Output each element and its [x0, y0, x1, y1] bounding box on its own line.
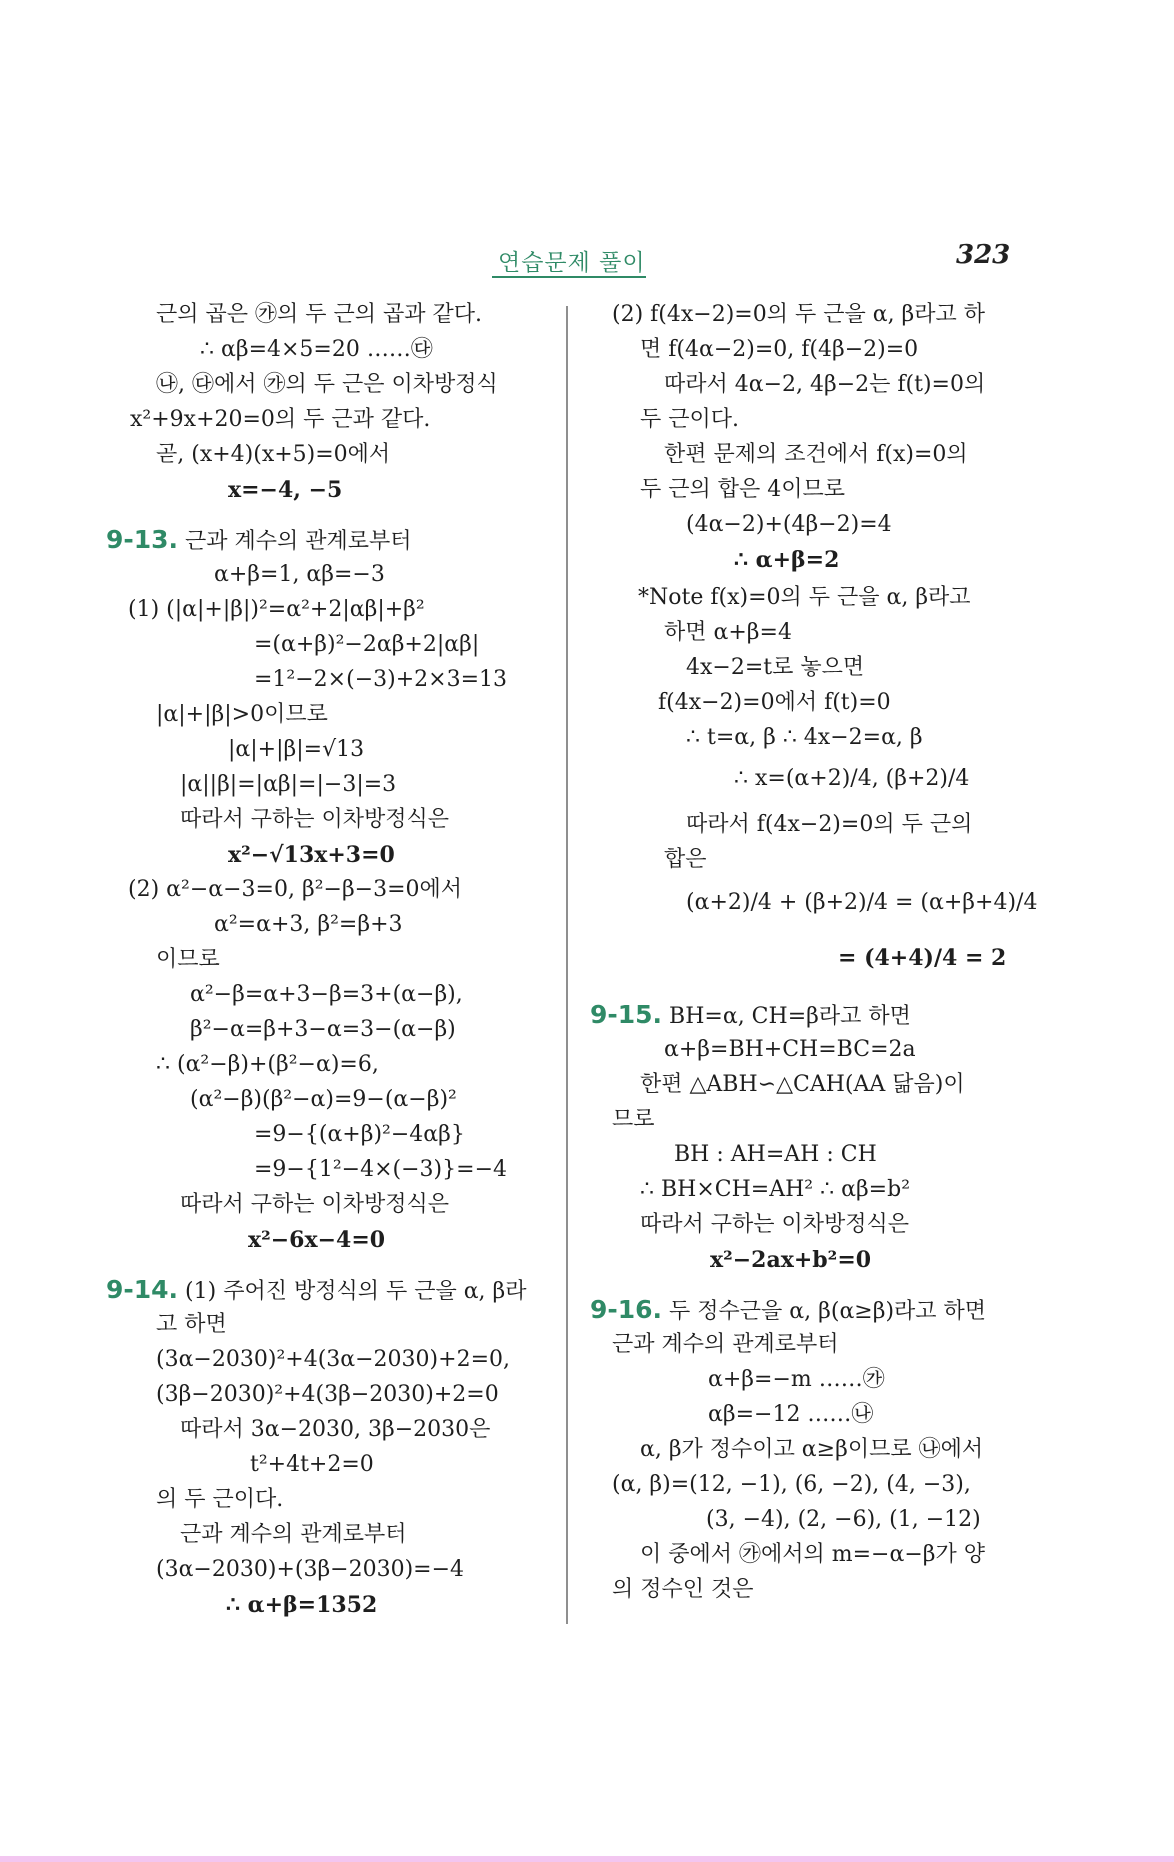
text-line	[254, 665, 507, 695]
text-line	[248, 1225, 385, 1255]
text-line	[228, 735, 364, 765]
text-line	[686, 510, 892, 540]
line-text: 의 정수인 것은	[612, 1577, 754, 1602]
text-line	[640, 335, 918, 365]
text-line	[686, 653, 864, 683]
page-header	[0, 240, 1174, 284]
line-text: (α²−β)(β²−α)=9−(α−β)²	[190, 1087, 457, 1112]
text-line	[708, 1365, 885, 1395]
line-text: (α, β)=(12, −1), (6, −2), (4, −3),	[612, 1472, 971, 1497]
line-text: 4x−2=t로 놓으면	[686, 655, 865, 680]
title-underline	[492, 276, 646, 278]
text-line	[214, 910, 403, 940]
line-text: (3, −4), (2, −6), (1, −12)	[706, 1507, 981, 1532]
line-text: 따라서 구하는 이차방정식은	[640, 1212, 910, 1237]
text-line	[612, 1470, 971, 1500]
line-text: 따라서 구하는 이차방정식은	[180, 1192, 450, 1217]
line-text: (α+2)/4 + (β+2)/4 = (α+β+4)/4	[686, 890, 1038, 915]
text-line	[710, 1245, 871, 1275]
line-text: (2) f(4x−2)=0의 두 근을 α, β라고 하	[612, 302, 986, 327]
text-line	[686, 723, 923, 753]
line-text: 의 두 근이다.	[156, 1487, 284, 1512]
line-text: ∴ t=α, β ∴ 4x−2=α, β	[686, 725, 923, 750]
text-line	[734, 764, 969, 794]
line-text: α, β가 정수이고 α≥β이므로 ㉯에서	[640, 1437, 984, 1462]
line-text: ∴ α+β=2	[734, 547, 840, 573]
column-divider	[566, 306, 568, 1624]
bottom-edge-strip	[0, 1856, 1174, 1862]
text-line	[156, 700, 328, 730]
line-text: 근과 계수의 관계로부터	[178, 529, 412, 554]
text-line	[640, 1435, 983, 1465]
text-line	[254, 1120, 465, 1150]
line-text: =(α+β)²−2αβ+2|αβ|	[254, 632, 480, 657]
line-text: 고 하면	[156, 1312, 227, 1337]
line-text: x²−2ax+b²=0	[710, 1247, 872, 1273]
line-text: (3α−2030)+(3β−2030)=−4	[156, 1557, 465, 1582]
text-line	[686, 888, 1037, 918]
line-text: 이므로	[156, 947, 220, 972]
text-line	[638, 583, 971, 613]
problem-heading	[590, 1295, 986, 1325]
page-number: 323	[956, 240, 1011, 270]
text-line	[190, 980, 463, 1010]
line-text: ∴ x=(α+2)/4, (β+2)/4	[734, 766, 970, 791]
line-text: =9−{(α+β)²−4αβ}	[254, 1122, 465, 1147]
text-line	[228, 475, 342, 505]
text-line	[156, 440, 390, 470]
line-text: α+β=−m ……㉮	[708, 1367, 885, 1392]
line-text: f(4x−2)=0에서 f(t)=0	[658, 690, 891, 715]
line-text: *Note f(x)=0의 두 근을 α, β라고	[638, 585, 971, 610]
problem-number: 9-16.	[590, 1295, 663, 1324]
line-text: 근과 계수의 관계로부터	[612, 1332, 839, 1357]
line-text: 면 f(4α−2)=0, f(4β−2)=0	[640, 337, 919, 362]
text-line	[640, 1175, 910, 1205]
text-line	[214, 560, 385, 590]
text-line	[612, 1575, 754, 1605]
line-text: x²−6x−4=0	[248, 1227, 386, 1253]
line-text: 따라서 4α−2, 4β−2는 f(t)=0의	[664, 372, 986, 397]
problem-heading	[106, 1275, 527, 1305]
text-line	[664, 370, 985, 400]
line-text: α+β=1, αβ=−3	[214, 562, 385, 587]
line-text: 따라서 구하는 이차방정식은	[180, 807, 450, 832]
line-text: ∴ α+β=1352	[226, 1592, 378, 1618]
line-text: =1²−2×(−3)+2×3=13	[254, 667, 507, 692]
text-line	[708, 1400, 873, 1430]
line-text: BH=α, CH=β라고 하면	[662, 1004, 911, 1029]
text-line	[156, 1555, 464, 1585]
text-line	[156, 1485, 283, 1515]
text-line	[156, 370, 498, 400]
section-title: 연습문제 풀이	[498, 250, 646, 276]
text-line	[156, 1310, 227, 1340]
line-text: ∴ αβ=4×5=20 ……㉰	[200, 337, 433, 362]
text-line	[190, 1085, 457, 1115]
line-text: 하면 α+β=4	[664, 620, 792, 645]
problem-number: 9-13.	[106, 525, 179, 554]
text-line	[156, 1380, 499, 1410]
line-text: αβ=−12 ……㉯	[708, 1402, 874, 1427]
text-line	[156, 300, 482, 330]
text-line	[254, 630, 479, 660]
text-line	[612, 1330, 839, 1360]
text-line	[664, 440, 968, 470]
line-text: 곧, (x+4)(x+5)=0에서	[156, 442, 391, 467]
line-text: 두 정수근을 α, β(α≥β)라고 하면	[662, 1299, 987, 1324]
text-line	[180, 1520, 407, 1550]
text-line	[640, 475, 845, 505]
line-text: x²+9x+20=0의 두 근과 같다.	[130, 407, 431, 432]
line-text: x=−4, −5	[228, 477, 343, 503]
text-line	[226, 1590, 377, 1620]
line-text: 따라서 f(4x−2)=0의 두 근의	[686, 812, 973, 837]
line-text: x²−√13x+3=0	[228, 842, 395, 868]
line-text: BH : AH=AH : CH	[674, 1142, 877, 1167]
text-line	[180, 805, 449, 835]
line-text: α²−β=α+3−β=3+(α−β),	[190, 982, 463, 1007]
line-text: ∴ (α²−β)+(β²−α)=6,	[156, 1052, 379, 1077]
line-text: ㉯, ㉰에서 ㉮의 두 근은 이차방정식	[156, 372, 498, 397]
line-text: 두 근의 합은 4이므로	[640, 477, 845, 502]
text-line	[658, 688, 891, 718]
line-text: (2) α²−α−3=0, β²−β−3=0에서	[128, 877, 463, 902]
text-line	[612, 1105, 655, 1135]
problem-number: 9-15.	[590, 1000, 663, 1029]
text-line	[674, 1140, 877, 1170]
text-line	[664, 845, 707, 875]
text-line	[190, 1015, 456, 1045]
line-text: 따라서 3α−2030, 3β−2030은	[180, 1417, 491, 1442]
line-text: |α|+|β|=√13	[228, 737, 365, 762]
line-text: (3α−2030)²+4(3α−2030)+2=0,	[156, 1347, 510, 1372]
text-line	[838, 943, 1006, 973]
line-text: 이 중에서 ㉮에서의 m=−α−β가 양	[640, 1542, 985, 1567]
line-text: 합은	[664, 847, 707, 872]
line-text: = (4+4)/4 = 2	[838, 945, 1007, 971]
line-text: 므로	[612, 1107, 655, 1132]
text-line	[250, 1450, 374, 1480]
line-text: 근의 곱은 ㉮의 두 근의 곱과 같다.	[156, 302, 482, 327]
text-line	[664, 1035, 916, 1065]
line-text: α²=α+3, β²=β+3	[214, 912, 403, 937]
line-text: (3β−2030)²+4(3β−2030)+2=0	[156, 1382, 499, 1407]
text-line	[734, 545, 839, 575]
text-line	[612, 300, 985, 330]
text-line	[180, 1415, 490, 1445]
text-line	[130, 405, 430, 435]
line-text: 두 근이다.	[640, 407, 739, 432]
line-text: =9−{1²−4×(−3)}=−4	[254, 1157, 507, 1182]
line-text: (1) 주어진 방정식의 두 근을 α, β라	[178, 1279, 527, 1304]
text-line	[228, 840, 395, 870]
line-text: 한편 △ABH∽△CAH(AA 닮음)이	[640, 1072, 965, 1097]
text-line	[706, 1505, 981, 1535]
text-line	[156, 945, 220, 975]
text-line	[180, 770, 396, 800]
problem-heading	[106, 525, 412, 555]
text-line	[200, 335, 433, 365]
line-text: ∴ BH×CH=AH² ∴ αβ=b²	[640, 1177, 911, 1202]
text-line	[686, 810, 972, 840]
problem-heading	[590, 1000, 911, 1030]
text-line	[156, 1050, 379, 1080]
problem-number: 9-14.	[106, 1275, 179, 1304]
text-line	[156, 1345, 510, 1375]
text-line	[128, 875, 462, 905]
text-line	[254, 1155, 507, 1185]
text-line	[640, 1210, 909, 1240]
line-text: 한편 문제의 조건에서 f(x)=0의	[664, 442, 968, 467]
line-text: (4α−2)+(4β−2)=4	[686, 512, 892, 537]
line-text: |α||β|=|αβ|=|−3|=3	[180, 772, 397, 797]
text-line	[640, 405, 739, 435]
line-text: t²+4t+2=0	[250, 1452, 374, 1477]
line-text: 근과 계수의 관계로부터	[180, 1522, 407, 1547]
line-text: β²−α=β+3−α=3−(α−β)	[190, 1017, 456, 1042]
line-text: α+β=BH+CH=BC=2a	[664, 1037, 916, 1062]
text-line	[664, 618, 792, 648]
text-line	[180, 1190, 449, 1220]
line-text: |α|+|β|>0이므로	[156, 702, 328, 727]
text-line	[640, 1540, 985, 1570]
line-text: (1) (|α|+|β|)²=α²+2|αβ|+β²	[128, 597, 425, 622]
text-line	[128, 595, 425, 625]
text-line	[640, 1070, 965, 1100]
